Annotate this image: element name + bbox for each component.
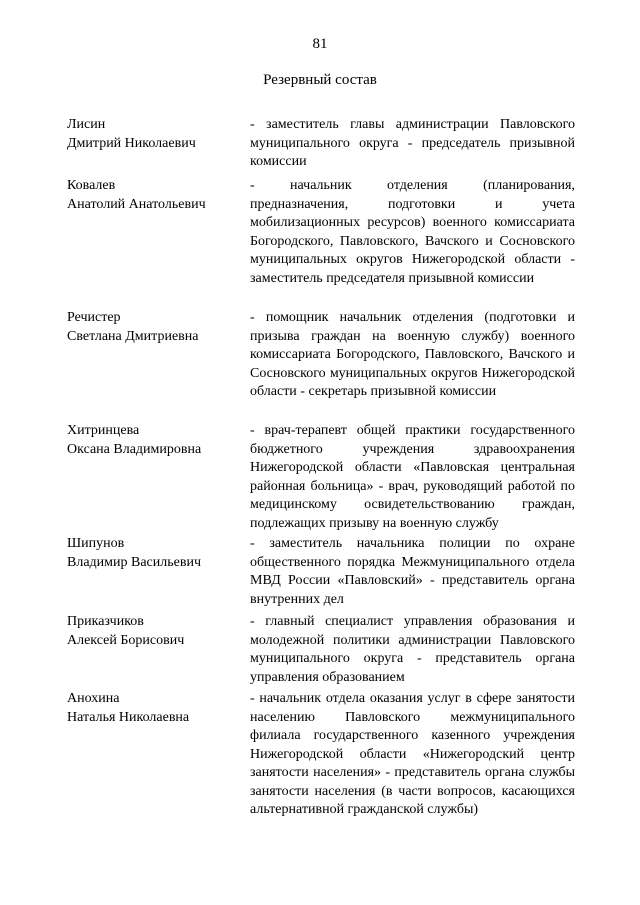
member-given-names: Дмитрий Николаевич xyxy=(67,135,196,151)
member-given-names: Светлана Дмитриевна xyxy=(67,328,199,344)
member-surname: Анохина xyxy=(67,691,120,706)
member-surname: Речистер xyxy=(67,310,121,325)
member-surname: Лисин xyxy=(67,117,106,132)
member-name xyxy=(67,116,237,153)
member-name xyxy=(67,535,237,572)
member-surname: Хитринцева xyxy=(67,423,140,438)
page-number: 81 xyxy=(312,36,328,52)
member-name xyxy=(67,422,237,459)
member-given-names: Алексей Борисович xyxy=(67,632,185,648)
member-given-names: Владимир Васильевич xyxy=(67,554,201,570)
member-role: - врач-терапевт общей практики государственного бюджетного учреждения здравоохранения Нижегородской области «Павловская центральная районная больница» - врач, руководящий работой по медицинскому освидетельствованию граждан, подлежащих призыву на военную службу xyxy=(250,423,575,531)
member-name xyxy=(67,309,237,346)
member-role: - заместитель главы администрации Павловского муниципального округа - председатель призывной комиссии xyxy=(250,117,575,169)
member-name xyxy=(67,690,237,727)
member-given-names: Оксана Владимировна xyxy=(67,441,202,457)
member-role: - главный специалист управления образования и молодежной политики администрации Павловского муниципального округа - представитель органа управления образованием xyxy=(250,614,575,685)
member-name xyxy=(67,177,237,214)
member-given-names: Анатолий Анатольевич xyxy=(67,196,206,212)
member-role: - помощник начальник отделения (подготовки и призыва граждан на военную службу) военного комиссариата Богородского, Павловского, Вачского и Сосновского муниципальных округов Нижегородской области - секретарь призывной комиссии xyxy=(250,310,575,399)
member-name xyxy=(67,613,237,650)
member-role: - заместитель начальника полиции по охране общественного порядка Межмуниципального отдела МВД России «Павловский» - представитель органа внутренних дел xyxy=(250,536,575,607)
member-surname: Шипунов xyxy=(67,536,125,551)
member-given-names: Наталья Николаевна xyxy=(67,709,190,725)
member-surname: Приказчиков xyxy=(67,614,144,629)
member-role: - начальник отделения (планирования, предназначения, подготовки и учета мобилизационных ресурсов) военного комиссариата Богородского, Павловского, Вачского и Сосновского муниципальных округов Нижегородской области - заместитель председателя призывной комиссии xyxy=(250,178,575,286)
section-title: Резервный состав xyxy=(263,72,377,88)
member-surname: Ковалев xyxy=(67,178,116,193)
member-role: - начальник отдела оказания услуг в сфере занятости населению Павловского межмуниципального филиала государственного казенного учреждения Нижегородской области «Нижегородский центр занятости населения» - представитель органа службы занятости населения (в части вопросов, касающихся альтернативной гражданской службы) xyxy=(250,691,575,817)
